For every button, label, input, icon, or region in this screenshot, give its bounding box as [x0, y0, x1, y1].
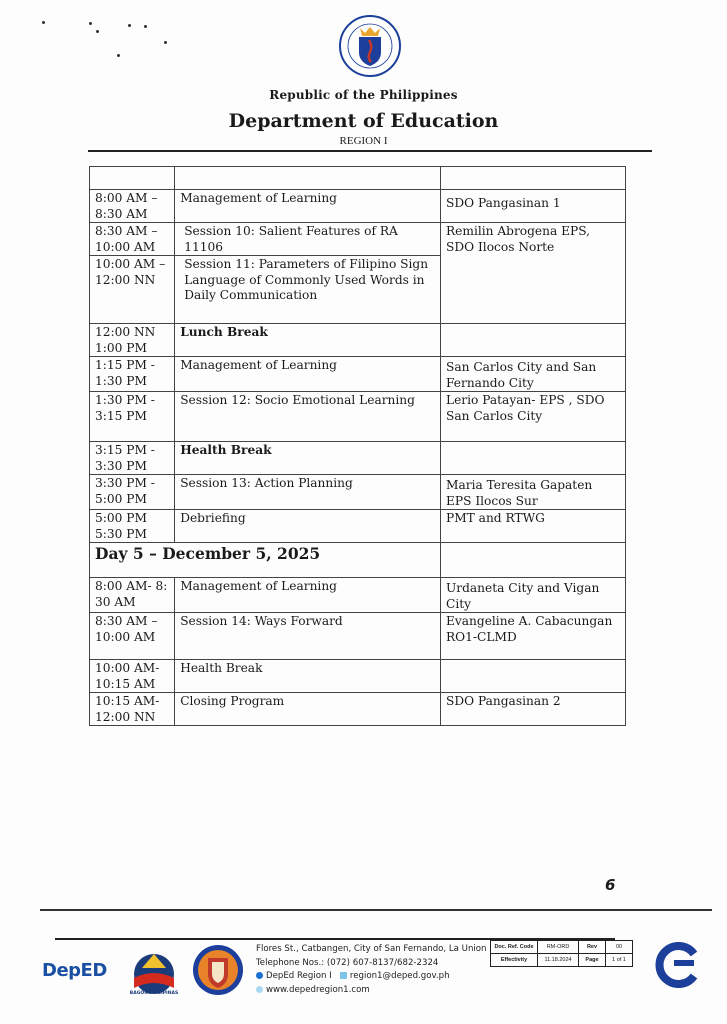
website-link[interactable]: www.depedregion1.com [266, 984, 370, 995]
deped-logo [42, 960, 107, 981]
deped-logo-text: DepED [42, 960, 107, 981]
table-row [90, 392, 626, 442]
person-cell [441, 167, 626, 190]
table-row [90, 613, 626, 660]
table-row [90, 578, 626, 613]
activity-cell: Session 10: Salient Features of RA 11106 [175, 223, 441, 256]
time-cell: 12:00 NN 1:00 PM [90, 324, 175, 357]
activity-cell: Session 14: Ways Forward [175, 613, 441, 660]
table-row [90, 357, 626, 392]
table-row [90, 510, 626, 543]
time-cell: 10:15 AM- 12:00 NN [90, 693, 175, 726]
activity-cell: Health Break [175, 660, 441, 693]
facebook-icon [256, 972, 263, 979]
table-row [90, 693, 626, 726]
person-cell [441, 660, 626, 693]
address-text: Flores St., Catbangen, City of San Fernando, La Union [256, 944, 487, 954]
time-cell: 8:30 AM – 10:00 AM [90, 223, 175, 256]
person-cell [441, 543, 626, 578]
facebook-link[interactable]: DepEd Region I [266, 971, 332, 981]
person-cell: Maria Teresita Gapaten EPS Ilocos Sur [441, 475, 626, 510]
day5-heading: Day 5 – December 5, 2025 [90, 543, 441, 578]
effectivity-label: Effectivity [491, 954, 538, 967]
rev-label: Rev [579, 941, 606, 954]
activity-cell: Management of Learning [175, 578, 441, 613]
republic-heading: Republic of the Philippines [269, 88, 458, 102]
schedule-table [89, 166, 626, 726]
time-cell: 8:00 AM- 8: 30 AM [90, 578, 175, 613]
region-seal-logo [192, 944, 244, 996]
time-cell: 3:30 PM - 5:00 PM [90, 475, 175, 510]
person-cell: Remilin Abrogena EPS, SDO Ilocos Norte [441, 223, 626, 324]
person-cell: Evangeline A. Cabacungan RO1-CLMD [441, 613, 626, 660]
table-row [90, 475, 626, 510]
person-cell: San Carlos City and San Fernando City [441, 357, 626, 392]
activity-cell: Session 13: Action Planning [175, 475, 441, 510]
page-value: 1 of 1 [606, 954, 633, 967]
person-cell: Urdaneta City and Vigan City [441, 578, 626, 613]
time-cell: 1:30 PM - 3:15 PM [90, 392, 175, 442]
time-cell [90, 167, 175, 190]
email-icon [340, 972, 347, 979]
footer-contact [256, 943, 487, 997]
time-cell: 8:30 AM – 10:00 AM [90, 613, 175, 660]
person-cell [441, 442, 626, 475]
table-row [90, 660, 626, 693]
region-heading: REGION I [339, 135, 388, 147]
activity-cell: Management of Learning [175, 357, 441, 392]
activity-cell: Session 12: Socio Emotional Learning [175, 392, 441, 442]
document-reference-table [490, 940, 633, 967]
telephone-text: Telephone Nos.: (072) 607-8137/682-2324 [256, 957, 439, 968]
activity-cell: Health Break [175, 442, 441, 475]
page-end-divider [40, 909, 712, 911]
iso-certification-logo [654, 942, 700, 988]
activity-cell: Closing Program [175, 693, 441, 726]
activity-cell: Management of Learning [175, 190, 441, 223]
time-cell: 8:00 AM – 8:30 AM [90, 190, 175, 223]
activity-cell: Lunch Break [175, 324, 441, 357]
day-heading-row [90, 543, 626, 578]
time-cell: 10:00 AM – 12:00 NN [90, 256, 175, 324]
activity-cell [175, 167, 441, 190]
effectivity-value: 11.18.2024 [538, 954, 579, 967]
doc-ref-label: Doc. Ref. Code [491, 941, 538, 954]
activity-cell: Session 11: Parameters of Filipino Sign Language of Commonly Used Words in Daily Communication [175, 256, 441, 324]
bagong-pilipinas-label: BAGONG PILIPINAS [129, 991, 179, 996]
person-cell: Lerio Patayan- EPS , SDO San Carlos City [441, 392, 626, 442]
globe-icon [256, 986, 263, 993]
time-cell: 3:15 PM - 3:30 PM [90, 442, 175, 475]
person-cell: SDO Pangasinan 2 [441, 693, 626, 726]
time-cell: 10:00 AM- 10:15 AM [90, 660, 175, 693]
activity-cell: Debriefing [175, 510, 441, 543]
person-cell [441, 324, 626, 357]
handwritten-page-number: 6 [605, 876, 616, 894]
doc-ref-value: RM-ORD [538, 941, 579, 954]
table-row [90, 442, 626, 475]
person-cell: SDO Pangasinan 1 [441, 190, 626, 223]
table-row [90, 324, 626, 357]
page-label: Page [579, 954, 606, 967]
deped-seal-logo [338, 14, 402, 78]
department-heading: Department of Education [228, 110, 499, 132]
email-link[interactable]: region1@deped.gov.ph [349, 971, 450, 981]
time-cell: 1:15 PM - 1:30 PM [90, 357, 175, 392]
table-row [90, 167, 626, 190]
time-cell: 5:00 PM 5:30 PM [90, 510, 175, 543]
rev-value: 00 [606, 941, 633, 954]
table-row [90, 223, 626, 256]
header-divider [88, 150, 652, 152]
person-cell: PMT and RTWG [441, 510, 626, 543]
table-row [90, 190, 626, 223]
